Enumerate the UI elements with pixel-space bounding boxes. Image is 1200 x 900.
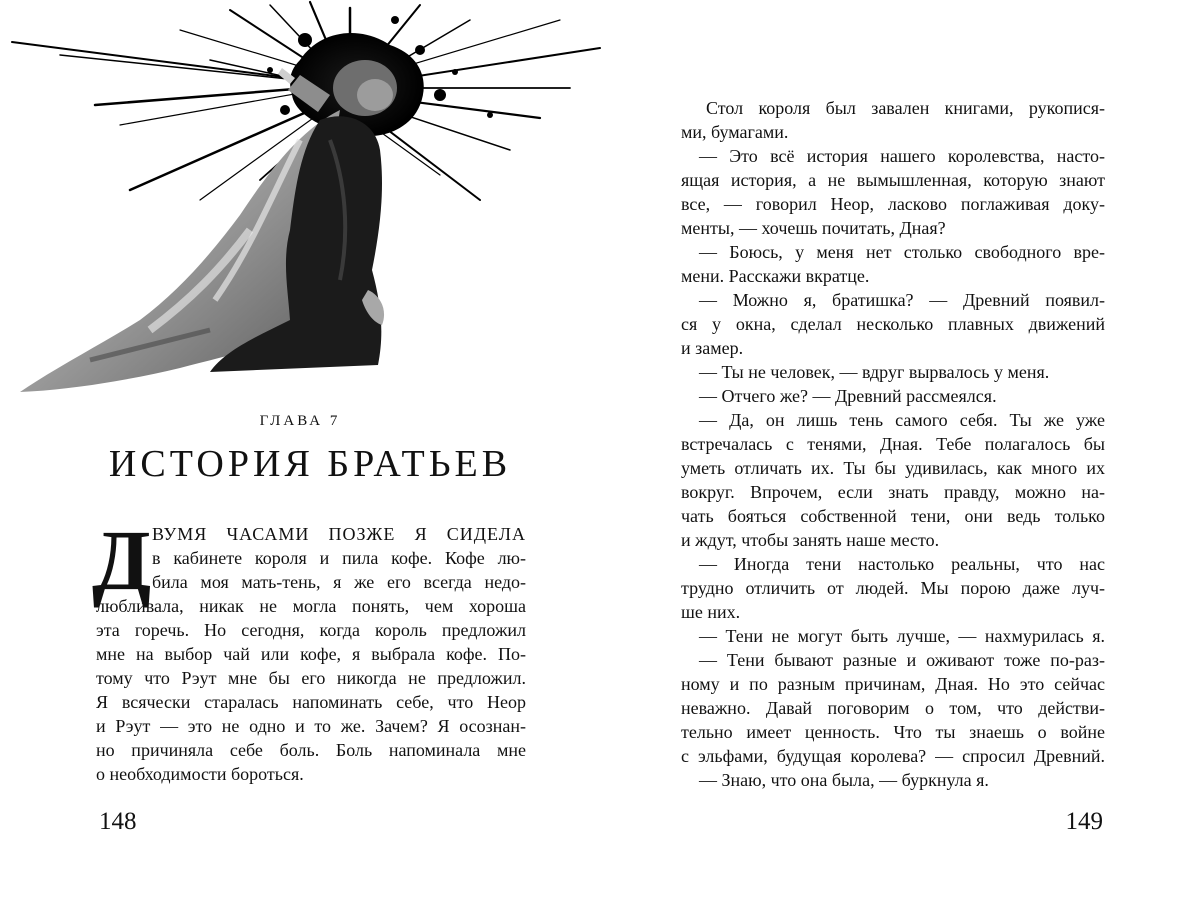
text-line: мне на выбор чай или кофе, я выбрала кофе. По- (96, 644, 526, 664)
text-line: и замер. (681, 338, 744, 358)
drop-cap: Д (92, 512, 152, 608)
text-line: — Отчего же? — Древний рассмеялся. (699, 386, 997, 406)
text-line: — Это всё история нашего королевства, насто- (699, 146, 1105, 166)
right-page-body (681, 96, 1105, 792)
text-line: ся у окна, сделал несколько плавных движений (681, 314, 1105, 334)
text-line: с эльфами, будущая королева? — спросил Древний. (681, 746, 1105, 766)
text-line: неважно. Давай поговорим о том, что действи- (681, 698, 1105, 718)
ink-splash-kneeling-figure-icon (0, 0, 620, 400)
text-line: чать бояться собственной тени, они ведь только (681, 506, 1105, 526)
text-line: — Ты не человек, — вдруг вырвалось у меня. (699, 362, 1050, 382)
page-number-left: 148 (99, 808, 137, 835)
left-page-body (96, 522, 526, 786)
chapter-title: ИСТОРИЯ БРАТЬЕВ (108, 443, 512, 485)
text-line: — Да, он лишь тень самого себя. Ты же уже (699, 410, 1105, 430)
text-line: Стол короля был завален книгами, рукопися- (706, 98, 1105, 118)
text-line: ному и по разным причинам, Дная. Но это сейчас (681, 674, 1105, 694)
text-line: в кабинете короля и пила кофе. Кофе лю- (152, 548, 526, 568)
text-line: но причиняла себе боль. Боль напоминала мне (96, 740, 526, 760)
text-line: ящая история, а не вымышленная, которую знают (681, 170, 1105, 190)
text-line: — Знаю, что она была, — буркнула я. (699, 770, 989, 790)
text-line: Я всячески старалась напоминать себе, что Неор (96, 692, 526, 712)
text-line: — Тени бывают разные и оживают тоже по-раз- (699, 650, 1105, 670)
text-line: трудно отличить от людей. Мы порою даже луч- (681, 578, 1105, 598)
text-line: любливала, никак не могла понять, чем хороша (96, 596, 526, 616)
text-line: — Можно я, братишка? — Древний появил- (699, 290, 1105, 310)
text-line: ВУМЯ ЧАСАМИ ПОЗЖЕ Я СИДЕЛА (152, 524, 526, 544)
text-line: эта горечь. Но сегодня, когда король предложил (96, 620, 526, 640)
text-line: ше них. (681, 602, 741, 622)
text-line: — Иногда тени настолько реальны, что нас (699, 554, 1105, 574)
right-page (600, 0, 1200, 900)
text-line: тельно имеет ценность. Что ты знаешь о войне (681, 722, 1105, 742)
text-line: мени. Расскажи вкратце. (681, 266, 870, 286)
text-line: вокруг. Впрочем, если знать правду, можно на- (681, 482, 1105, 502)
text-line: встречалась с тенями, Дная. Тебе полагалось бы (681, 434, 1105, 454)
text-line: — Тени не могут быть лучше, — нахмурилась я. (699, 626, 1105, 646)
text-line: била моя мать-тень, я же его всегда недо- (152, 572, 526, 592)
page-number-right: 149 (1065, 808, 1103, 835)
text-line: и Рэут — это не одно и то же. Зачем? Я осознан- (96, 716, 526, 736)
text-line: и ждут, чтобы занять наше место. (681, 530, 940, 550)
text-line: — Боюсь, у меня нет столько свободного вре- (699, 242, 1105, 262)
text-line: тому что Рэут мне бы его никогда не предложил. (96, 668, 526, 688)
text-line: менты, — хочешь почитать, Дная? (681, 218, 946, 238)
text-line: ми, бумагами. (681, 122, 789, 142)
chapter-label: ГЛАВА 7 (259, 413, 341, 429)
text-line: о необходимости бороться. (96, 764, 304, 784)
text-line: все, — говорил Неор, ласково поглаживая доку- (681, 194, 1105, 214)
text-line: уметь отличать их. Ты бы удивилась, как много их (681, 458, 1105, 478)
